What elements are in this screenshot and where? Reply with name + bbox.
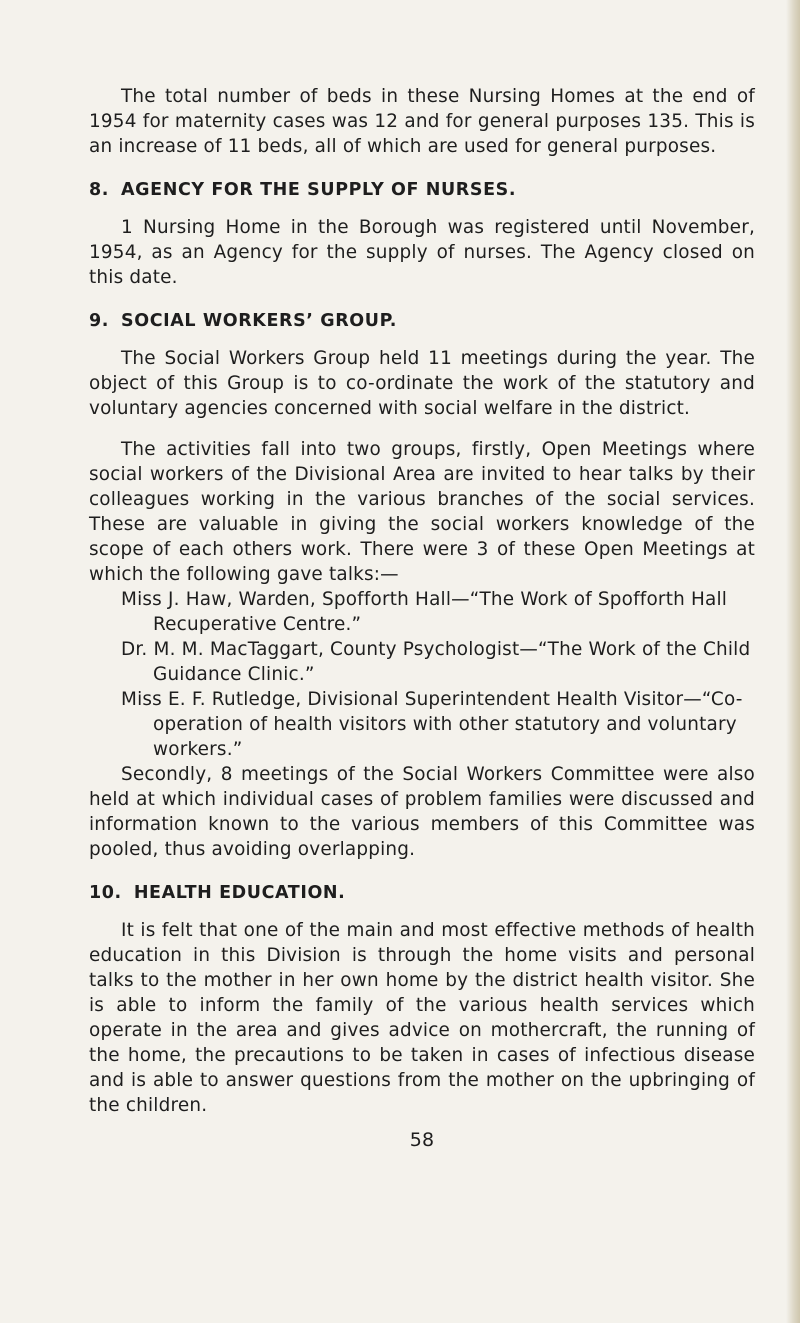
section-8-title: AGENCY FOR THE SUPPLY OF NURSES. (121, 180, 517, 200)
document-body (89, 84, 755, 1153)
talk-item: Miss E. F. Rutledge, Divisional Superintendent Health Visitor—“Co-operation of health visitors with other statutory and voluntary workers.” (121, 689, 743, 760)
section-9-paragraph-1: The Social Workers Group held 11 meetings during the year. The object of this Group is to co-ordinate the work of the statutory and voluntary agencies concerned with social welfare in the district. (89, 348, 755, 419)
section-9-number: 9. (89, 311, 110, 331)
page-number: 58 (409, 1129, 435, 1151)
talk-item: Dr. M. M. MacTaggart, County Psychologist—“The Work of the Child Guidance Clinic.” (121, 639, 751, 685)
section-9-paragraph-3: Secondly, 8 meetings of the Social Workers Committee were also held at which individual cases of problem families were discussed and information known to the various members of this Committee was pooled, thus avoiding overlapping. (89, 764, 755, 860)
section-8-number: 8. (89, 180, 110, 200)
page-edge-shadow (786, 0, 800, 1323)
talk-item: Miss J. Haw, Warden, Spofforth Hall—“The Work of Spofforth Hall Recuperative Centre.” (121, 589, 728, 635)
section-10-title: HEALTH EDUCATION. (133, 883, 346, 903)
section-9-paragraph-2: The activities fall into two groups, firstly, Open Meetings where social workers of the Divisional Area are invited to hear talks by their colleagues working in the various branches of the social services. These are valuable in giving the social workers knowledge of the scope of each others work. There were 3 of these Open Meetings at which the following gave talks:— (89, 439, 755, 585)
section-9-heading (89, 309, 755, 334)
section-10-heading (89, 881, 755, 906)
section-8-paragraph: 1 Nursing Home in the Borough was registered until November, 1954, as an Agency for the supply of nurses. The Agency closed on this date. (89, 217, 755, 288)
intro-paragraph: The total number of beds in these Nursing Homes at the end of 1954 for maternity cases was 12 and for general purposes 135. This is an increase of 11 beds, all of which are used for general purposes. (89, 86, 755, 157)
section-8-heading (89, 178, 755, 203)
section-10-number: 10. (89, 883, 122, 903)
section-10-paragraph: It is felt that one of the main and most effective methods of health education in this Division is through the home visits and personal talks to the mother in her own home by the district health visitor. She is able to inform the family of the various health services which operate in the area and gives advice on mothercraft, the running of the home, the precautions to be taken in cases of infectious disease and is able to answer questions from the mother on the upbringing of the children. (89, 920, 755, 1116)
section-9-title: SOCIAL WORKERS’ GROUP. (121, 311, 398, 331)
